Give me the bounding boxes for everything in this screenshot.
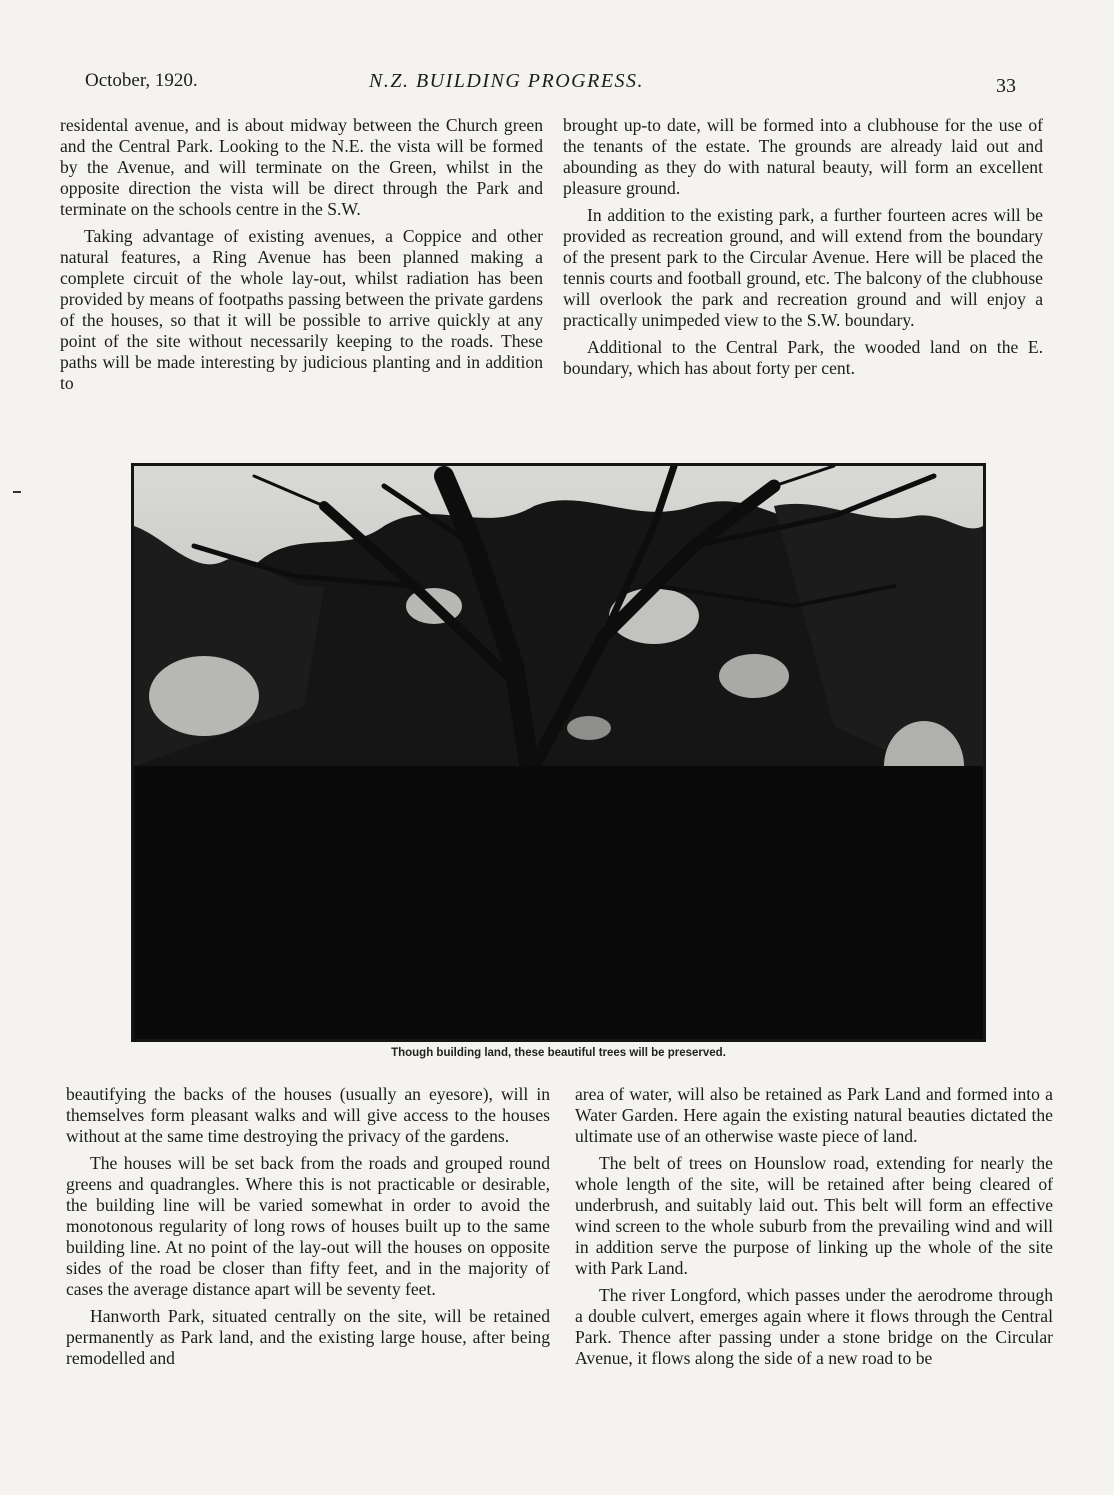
publication-title: N.Z. BUILDING PROGRESS. (369, 70, 645, 92)
paragraph: Hanworth Park, situated centrally on the site, will be retained permanently as Park land, and the existing large house, after being remodelled and (66, 1306, 550, 1368)
paragraph: Additional to the Central Park, the wooded land on the E. boundary, which has about forty per cent. (563, 337, 1043, 378)
photo-caption: Though building land, these beautiful trees will be preserved. (391, 1047, 726, 1059)
paragraph: Taking advantage of existing avenues, a Coppice and other natural features, a Ring Avenue has been planned making a complete circuit of the whole lay-out, whilst radiation has been provided by means of footpaths passing between the private gardens of the houses, so that it will be possible to arrive quickly at any point of the site without necessarily keeping to the roads. These paths will be made interesting by judicious planting and in addition to (60, 226, 543, 393)
paragraph: The belt of trees on Hounslow road, extending for nearly the whole length of the site, will be retained after being cleared of underbrush, and suitably laid out. This belt will form an effective wind screen to the whole suburb from the prevailing wind and will in addition serve the purpose of linking up the whole of the site with Park Land. (575, 1153, 1053, 1278)
trees-photograph-image (134, 466, 983, 1039)
paragraph: In addition to the existing park, a further fourteen acres will be provided as recreation ground, and will extend from the boundary of the present park to the Circular Avenue. Here will be placed the tennis courts and football ground, etc. The balcony of the clubhouse will overlook the park and recreation ground and will enjoy a practically unimpeded view to the S.W. boundary. (563, 205, 1043, 330)
margin-mark (13, 491, 21, 493)
column-top-right (563, 115, 1043, 379)
paragraph: area of water, will also be retained as Park Land and formed into a Water Garden. Here again the existing natural beauties dictated the ultimate use of an otherwise waste piece of land. (575, 1084, 1053, 1146)
paragraph: beautifying the backs of the houses (usually an eyesore), will in themselves form pleasant walks and will give access to the houses without at the same time destroying the privacy of the gardens. (66, 1084, 550, 1146)
issue-date: October, 1920. (85, 70, 198, 91)
column-bottom-left (66, 1084, 550, 1369)
column-top-left (60, 115, 543, 394)
paragraph: The houses will be set back from the roads and grouped round greens and quadrangles. Where this is not practicable or desirable, the building line will be varied somewhat in order to avoid the monotonous regularity of long rows of houses built up to the same building line. At no point of the lay-out will the houses on opposite sides of the road be closer than fifty feet, and in the majority of cases the average distance apart will be seventy feet. (66, 1153, 550, 1299)
page-number: 33 (996, 75, 1016, 97)
column-bottom-right (575, 1084, 1053, 1369)
paragraph: residental avenue, and is about midway between the Church green and the Central Park. Looking to the N.E. the vista will be formed by the Avenue, and will terminate on the Green, whilst in the opposite direction the vista will be direct through the Park and terminate on the schools centre in the S.W. (60, 115, 543, 219)
trees-photograph (131, 463, 986, 1042)
paragraph: brought up-to date, will be formed into a clubhouse for the use of the tenants of the estate. The grounds are already laid out and abounding as they do with natural beauty, will form an excellent pleasure ground. (563, 115, 1043, 198)
paragraph: The river Longford, which passes under the aerodrome through a double culvert, emerges again where it flows through the Central Park. Thence after passing under a stone bridge on the Circular Avenue, it flows along the side of a new road to be (575, 1285, 1053, 1368)
